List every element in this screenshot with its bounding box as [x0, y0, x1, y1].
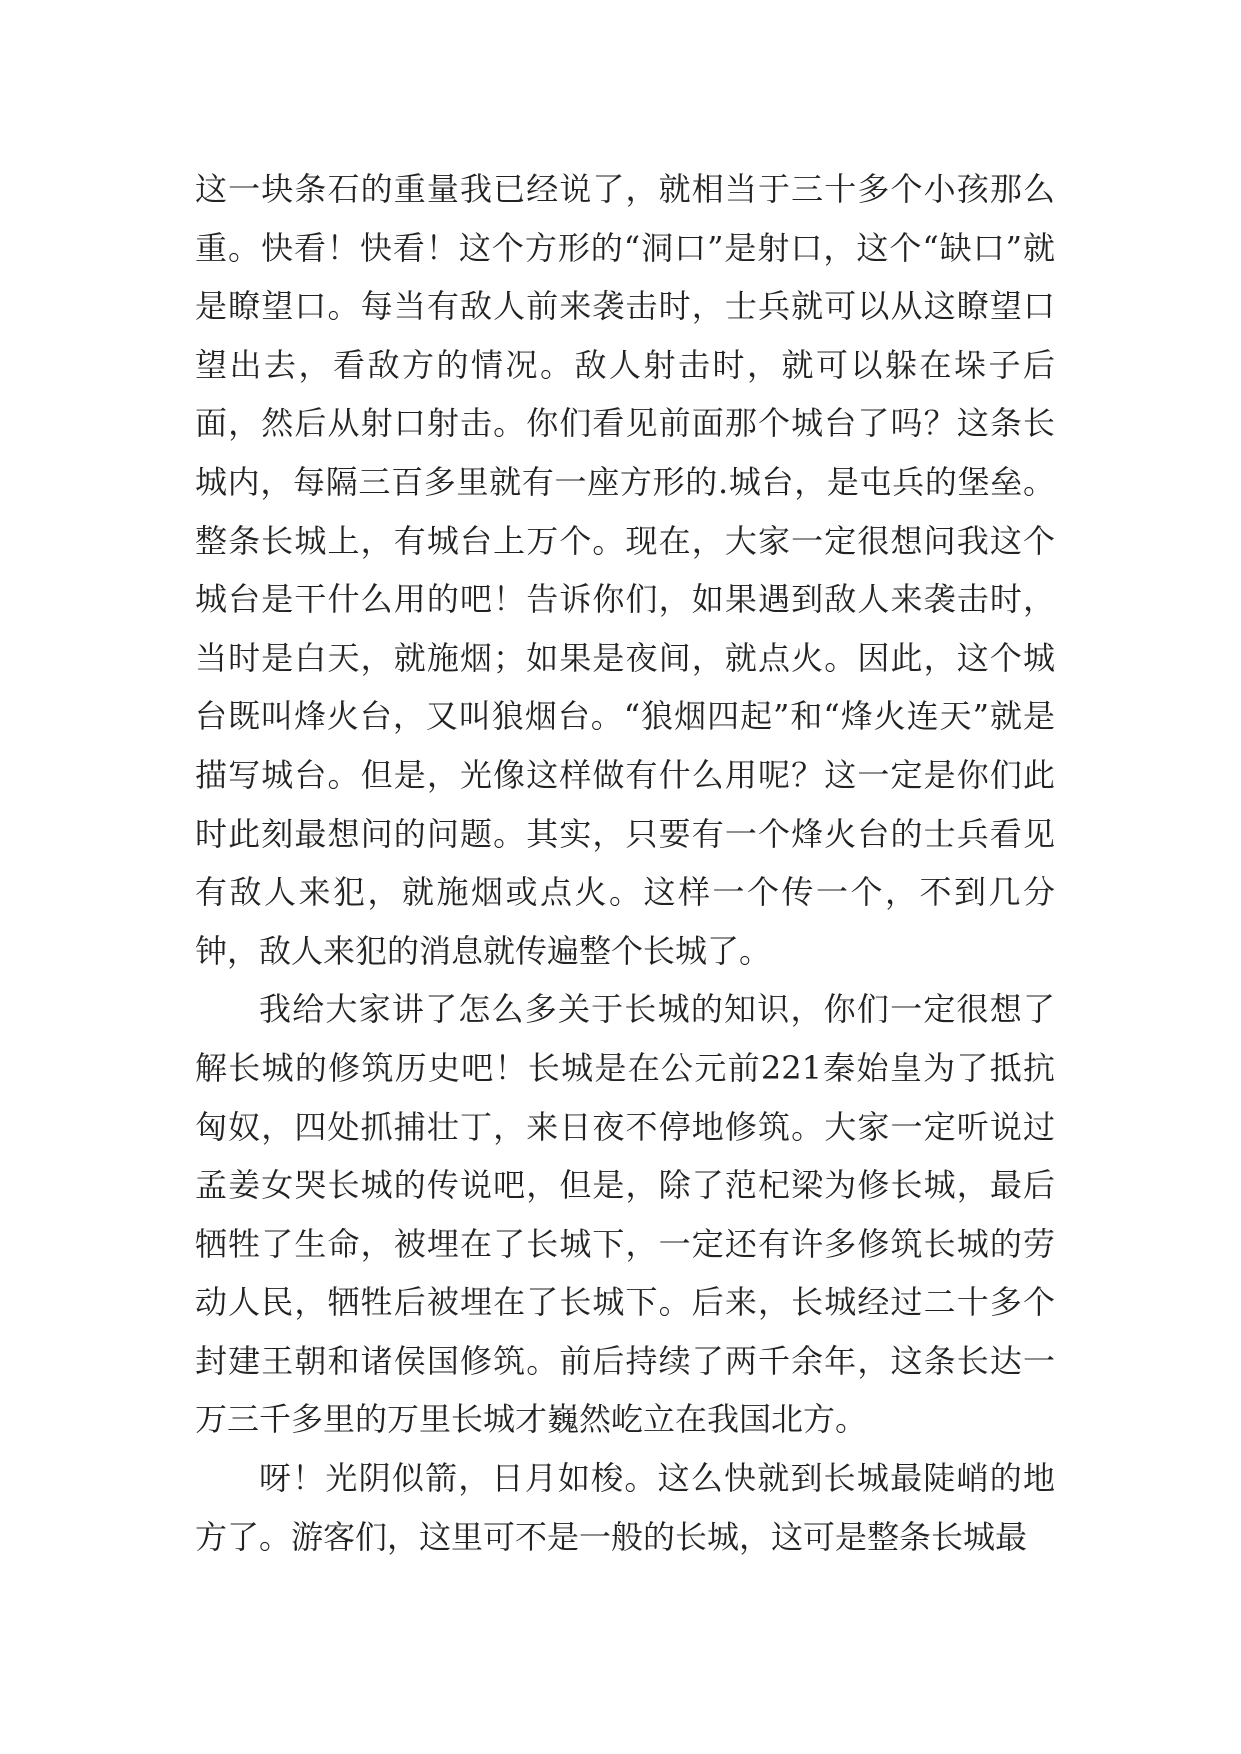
paragraph-3: 呀！光阴似箭，日月如梭。这么快就到长城最陡峭的地方了。游客们，这里可不是一般的长城，这可是整条长城最: [195, 1459, 1055, 1556]
paragraph-1: 这一块条石的重量我已经说了，就相当于三十多个小孩那么重。快看！快看！这个方形的“洞口”是射口，这个“缺口”就是瞭望口。每当有敌人前来袭击时，士兵就可以从这瞭望口望出去，看敌方的情况。敌人射击时，就可以躲在垛子后面，然后从射口射击。你们看见前面那个城台了吗？这条长城内，每隔三百多里就有一座方形的.城台，是屯兵的堡垒。整条长城上，有城台上万个。现在，大家一定很想问我这个城台是干什么用的吧！告诉你们，如果遇到敌人来袭击时，当时是白天，就施烟；如果是夜间，就点火。因此，这个城台既叫烽火台，又叫狼烟台。“狼烟四起”和“烽火连天”就是描写城台。但是，光像这样做有什么用呢？这一定是你们此时此刻最想问的问题。其实，只要有一个烽火台的士兵看见有敌人来犯，就施烟或点火。这样一个传一个，不到几分钟，敌人来犯的消息就传遍整个长城了。: [195, 170, 1055, 970]
document-page: [195, 160, 1055, 1566]
paragraph-2: 我给大家讲了怎么多关于长城的知识，你们一定很想了解长城的修筑历史吧！长城是在公元前221秦始皇为了抵抗匈奴，四处抓捕壮丁，来日夜不停地修筑。大家一定听说过孟姜女哭长城的传说吧，但是，除了范杞梁为修长城，最后牺牲了生命，被埋在了长城下，一定还有许多修筑长城的劳动人民，牺牲后被埋在了长城下。后来，长城经过二十多个封建王朝和诸侯国修筑。前后持续了两千余年，这条长达一万三千多里的万里长城才巍然屹立在我国北方。: [195, 990, 1055, 1439]
